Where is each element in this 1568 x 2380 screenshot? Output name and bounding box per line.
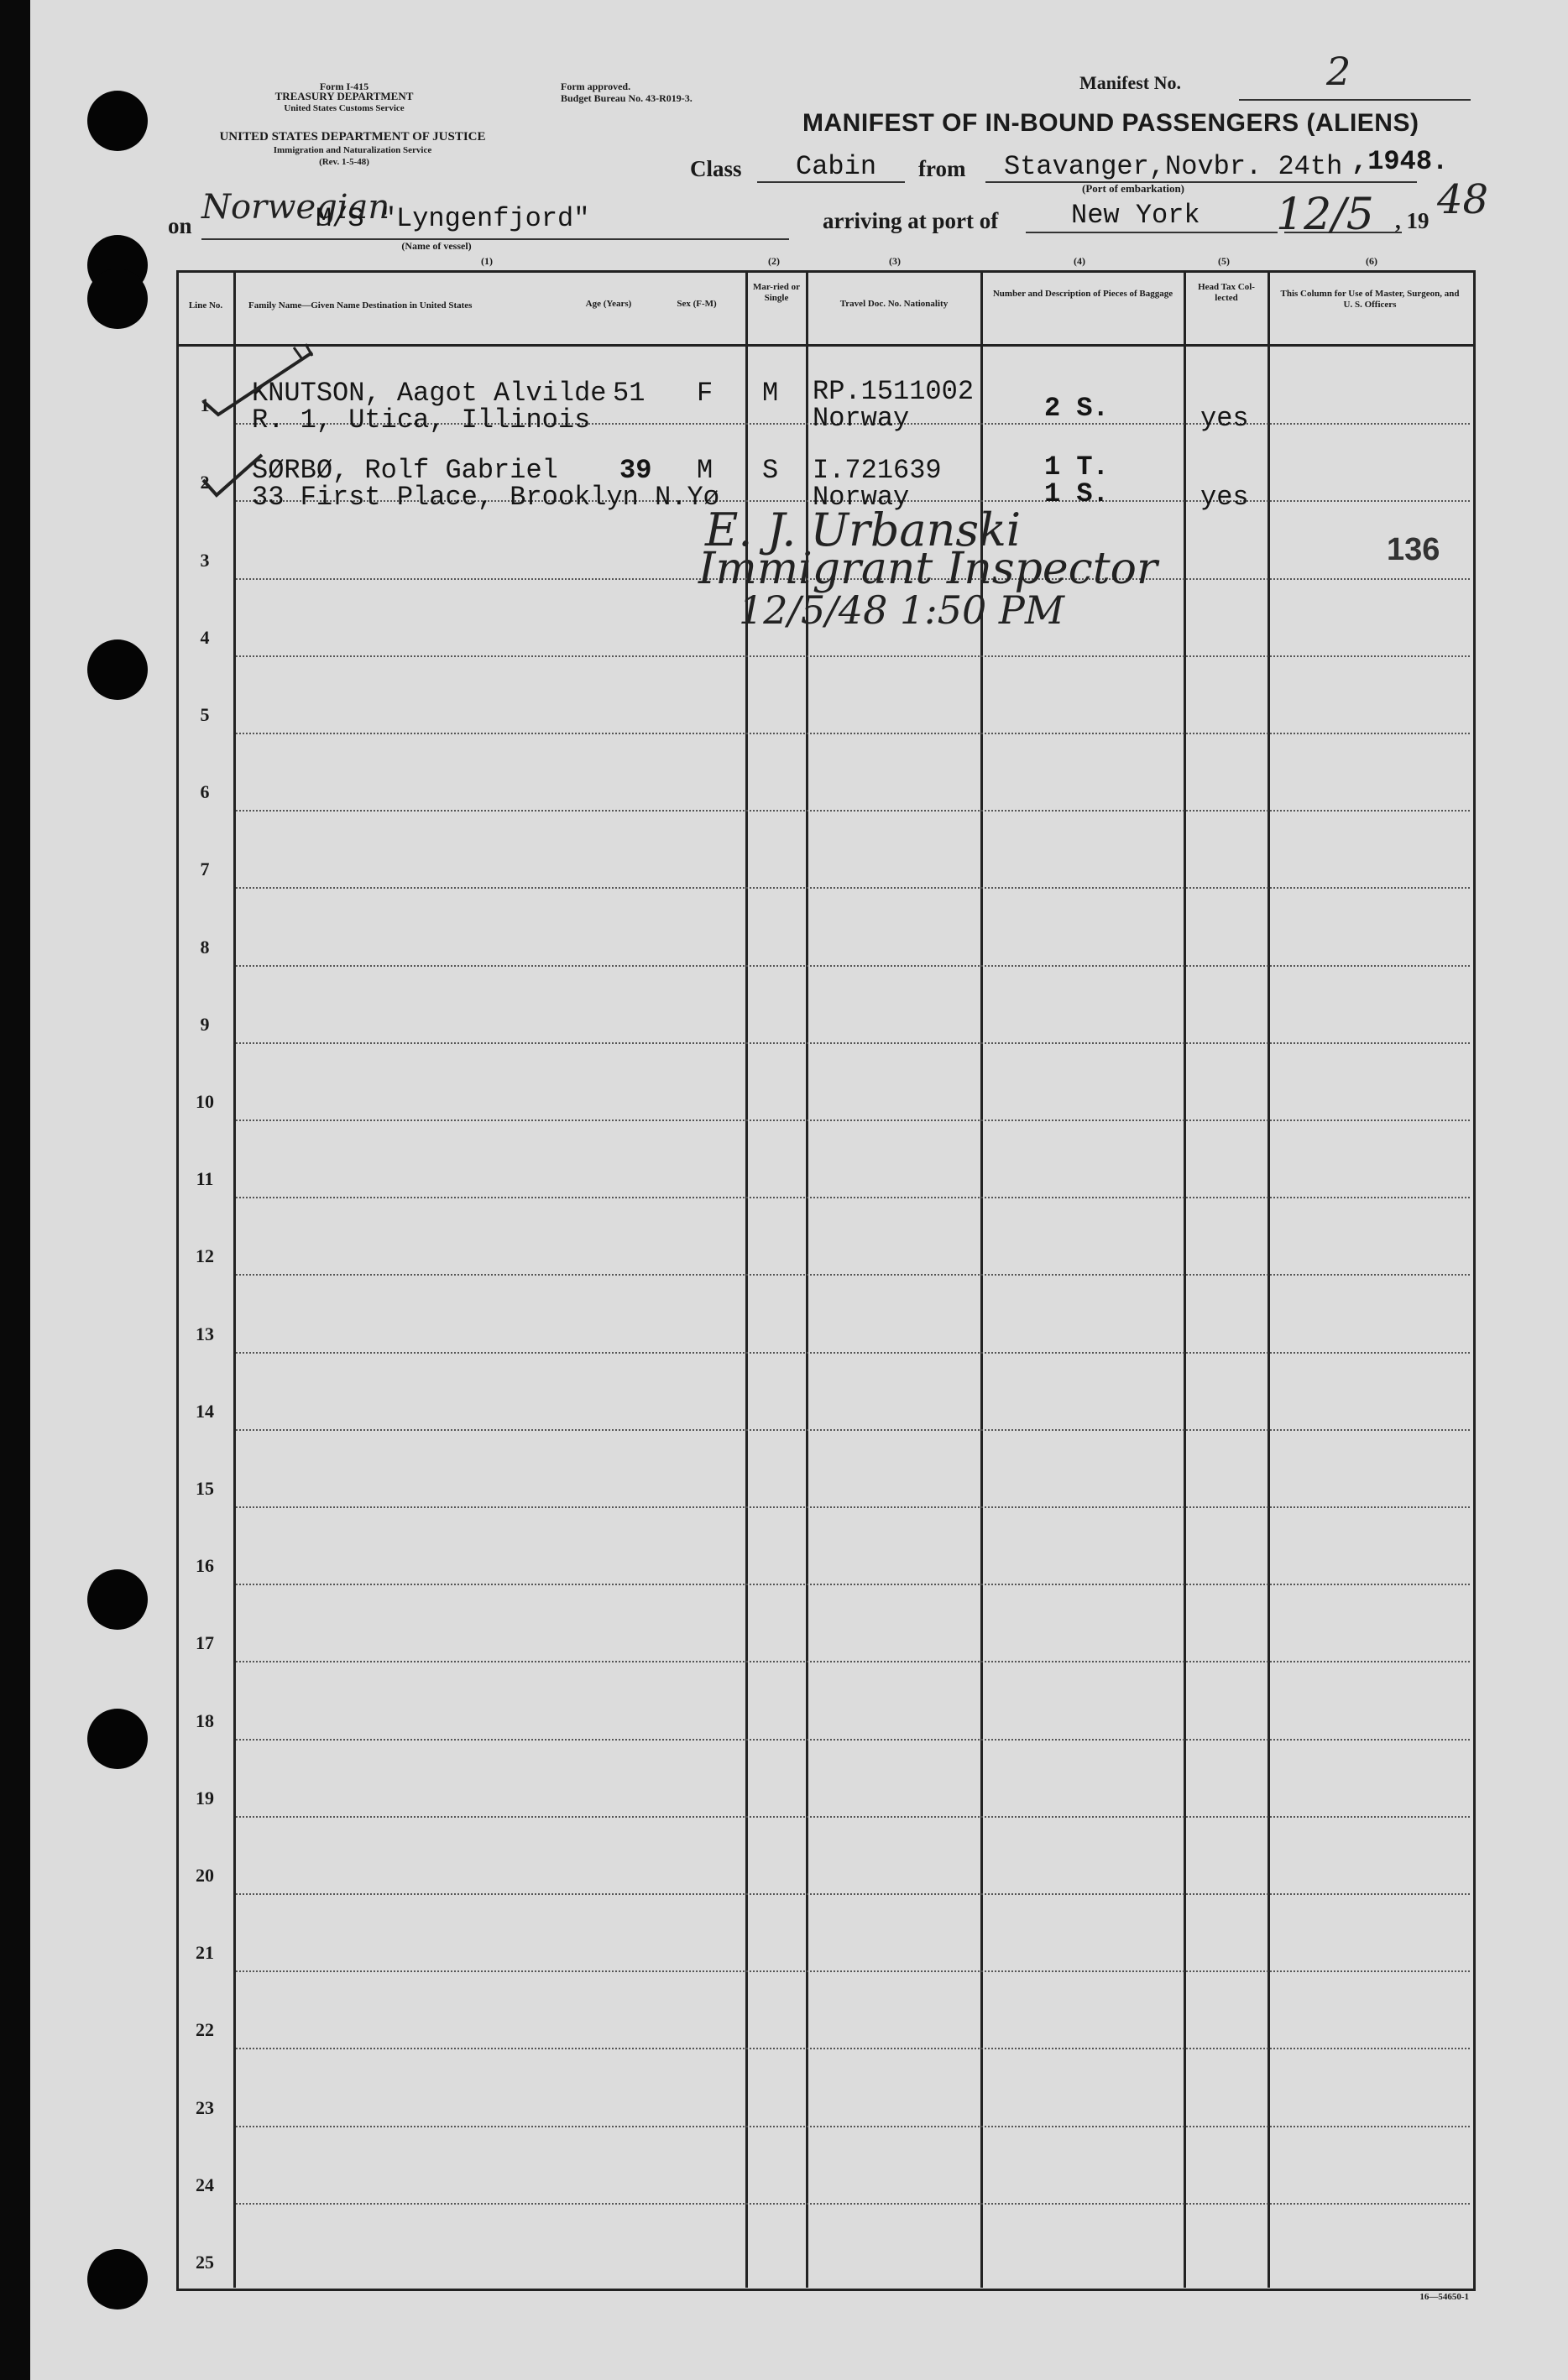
row-rule	[236, 733, 1470, 734]
row-rule	[236, 810, 1470, 812]
arriving-rule	[1026, 232, 1278, 233]
passenger-2-head-tax: yes	[1200, 482, 1249, 513]
row-rule	[236, 1429, 1470, 1431]
from-label: from	[918, 156, 966, 181]
line-number: 15	[196, 1478, 214, 1499]
form-number: Form I-415	[319, 81, 369, 92]
line-number: 25	[196, 2252, 214, 2273]
row-rule	[236, 1816, 1470, 1818]
row-rule	[236, 2126, 1470, 2127]
passenger-1-baggage: 2 S.	[1044, 393, 1109, 424]
line-number: 16	[196, 1555, 214, 1576]
passenger-2-sex: M	[697, 455, 713, 486]
arriving-label: arriving at port of	[823, 208, 999, 233]
inspector-signature: E. J. Urbanski	[705, 504, 1022, 556]
vessel-caption: (Name of vessel)	[401, 240, 472, 252]
line-number: 10	[196, 1091, 214, 1112]
row-rule	[236, 1584, 1470, 1585]
from-value: Stavanger,Novbr. 24th	[1004, 151, 1343, 182]
passenger-1-travel-doc: RP.1511002	[813, 376, 975, 407]
binder-hole	[87, 639, 148, 700]
header-baggage: Number and Description of Pieces of Baggage	[992, 289, 1173, 299]
passenger-2-destination: 33 First Place, Brooklyn N.Yø	[252, 482, 719, 513]
line-number: 13	[196, 1323, 214, 1344]
col-number-3: (3)	[889, 255, 901, 267]
passenger-2-marital: S	[762, 455, 779, 486]
header-travel-doc: Travel Doc. No. Nationality	[839, 299, 949, 309]
manifest-title: MANIFEST OF IN-BOUND PASSENGERS (ALIENS)	[802, 109, 1419, 137]
ins-service: Immigration and Naturalization Service	[273, 145, 432, 155]
stamp-number: 136	[1387, 532, 1440, 567]
vessel-nationality-hand: Norwegian	[201, 188, 390, 227]
form-code: 16—54650-1	[1419, 2292, 1469, 2302]
arrival-year-prefix: , 19	[1395, 208, 1429, 233]
line-number: 2	[200, 472, 210, 493]
line-number: 24	[196, 2174, 214, 2195]
line-number: 20	[196, 1865, 214, 1886]
line-number: 5	[200, 704, 210, 725]
line-number: 17	[196, 1632, 214, 1653]
line-number: 9	[200, 1014, 210, 1035]
binder-hole	[87, 269, 148, 329]
arrival-date-hand: 12/5	[1276, 190, 1374, 240]
port-embark-caption: (Port of embarkation)	[1081, 182, 1185, 195]
inspector-title: Immigrant Inspector	[698, 544, 1158, 594]
binder-hole	[87, 1569, 148, 1630]
line-number: 23	[196, 2097, 214, 2118]
row-rule	[236, 1352, 1470, 1354]
header-sex: Sex (F-M)	[677, 299, 717, 309]
row-rule	[236, 1506, 1470, 1508]
budget-bureau: Budget Bureau No. 43-R019-3.	[561, 92, 693, 104]
header-married: Mar-ried or Single	[752, 282, 801, 303]
manifest-no-value: 2	[1326, 49, 1351, 94]
header-age: Age (Years)	[585, 299, 632, 309]
revision: (Rev. 1-5-48)	[319, 157, 369, 167]
row-rule	[236, 965, 1470, 967]
class-label: Class	[690, 156, 742, 181]
col-divider	[1184, 270, 1186, 2288]
line-number: 8	[200, 937, 210, 958]
passenger-1-name: KNUTSON, Aagot Alvilde	[252, 378, 607, 409]
passenger-1-sex: F	[697, 378, 713, 409]
binder-hole	[87, 2249, 148, 2310]
line-number: 1	[200, 394, 210, 415]
line-number: 21	[196, 1942, 214, 1963]
manifest-no-label: Manifest No.	[1079, 72, 1181, 93]
passenger-2-travel-doc: I.721639	[813, 455, 942, 486]
col-number-4: (4)	[1074, 255, 1085, 267]
passenger-1-marital: M	[762, 378, 779, 409]
line-number: 12	[196, 1245, 214, 1266]
customs-service: United States Customs Service	[284, 103, 405, 113]
passenger-2-age: 39	[619, 455, 652, 486]
row-rule	[236, 2048, 1470, 2049]
row-rule	[236, 1120, 1470, 1121]
line-number: 7	[200, 859, 210, 879]
row-rule	[236, 2203, 1470, 2205]
header-officers: This Column for Use of Master, Surgeon, and U. S. Officers	[1280, 289, 1460, 310]
passenger-2-baggage-2: 1 S.	[1044, 478, 1109, 509]
header-line-no: Line No.	[188, 300, 223, 311]
col-number-6: (6)	[1366, 255, 1377, 267]
passenger-2-nationality: Norway	[813, 482, 910, 513]
arrival-year-hand: 48	[1437, 176, 1489, 223]
row-rule	[236, 1893, 1470, 1895]
row-rule	[236, 1197, 1470, 1198]
row-rule	[236, 1274, 1470, 1276]
col-divider	[233, 270, 236, 2288]
header-name: Family Name—Given Name Destination in United States	[248, 300, 473, 311]
checkmark-icon	[198, 451, 265, 502]
col-number-2: (2)	[768, 255, 780, 267]
row-rule	[236, 1042, 1470, 1044]
arriving-port: New York	[1071, 200, 1200, 231]
inspection-date-time: 12/5/48 1:50 PM	[739, 587, 1064, 633]
checkmark-icon	[195, 342, 321, 418]
justice-department: UNITED STATES DEPARTMENT OF JUSTICE	[219, 130, 486, 144]
row-rule	[236, 1970, 1470, 1972]
row-rule	[236, 1661, 1470, 1662]
line-number: 18	[196, 1710, 214, 1731]
passenger-2-name: SØRBØ, Rolf Gabriel	[252, 455, 558, 486]
line-number: 4	[200, 627, 210, 648]
class-value: Cabin	[796, 151, 877, 182]
row-rule	[236, 655, 1470, 657]
passenger-1-head-tax: yes	[1200, 403, 1249, 434]
manifest-no-rule	[1239, 99, 1471, 101]
passenger-1-nationality: Norway	[813, 403, 910, 434]
on-label: on	[168, 213, 192, 238]
col-number-1: (1)	[481, 255, 493, 267]
header-head-tax: Head Tax Col-lected	[1198, 282, 1255, 303]
line-number: 6	[200, 781, 210, 802]
passenger-1-age: 51	[613, 378, 645, 409]
col-divider	[1267, 270, 1270, 2288]
treasury-department: TREASURY DEPARTMENT	[274, 90, 414, 102]
line-number: 22	[196, 2019, 214, 2040]
line-number: 19	[196, 1788, 214, 1808]
line-number: 3	[200, 550, 210, 571]
passenger-1-destination: R. 1, Utica, Illinois	[252, 404, 591, 436]
row-rule	[236, 1739, 1470, 1741]
line-number: 14	[196, 1401, 214, 1422]
row-rule	[236, 887, 1470, 889]
passenger-2-baggage-1: 1 T.	[1044, 451, 1109, 483]
form-approved: Form approved.	[561, 81, 631, 92]
line-number: 11	[196, 1168, 214, 1189]
vessel-name: M/S "Lyngenfjord"	[316, 203, 590, 234]
binder-hole	[87, 91, 148, 151]
binder-hole	[87, 1709, 148, 1769]
from-year: ,1948.	[1351, 146, 1449, 177]
header-bottom-rule	[176, 344, 1473, 347]
col-number-5: (5)	[1218, 255, 1230, 267]
